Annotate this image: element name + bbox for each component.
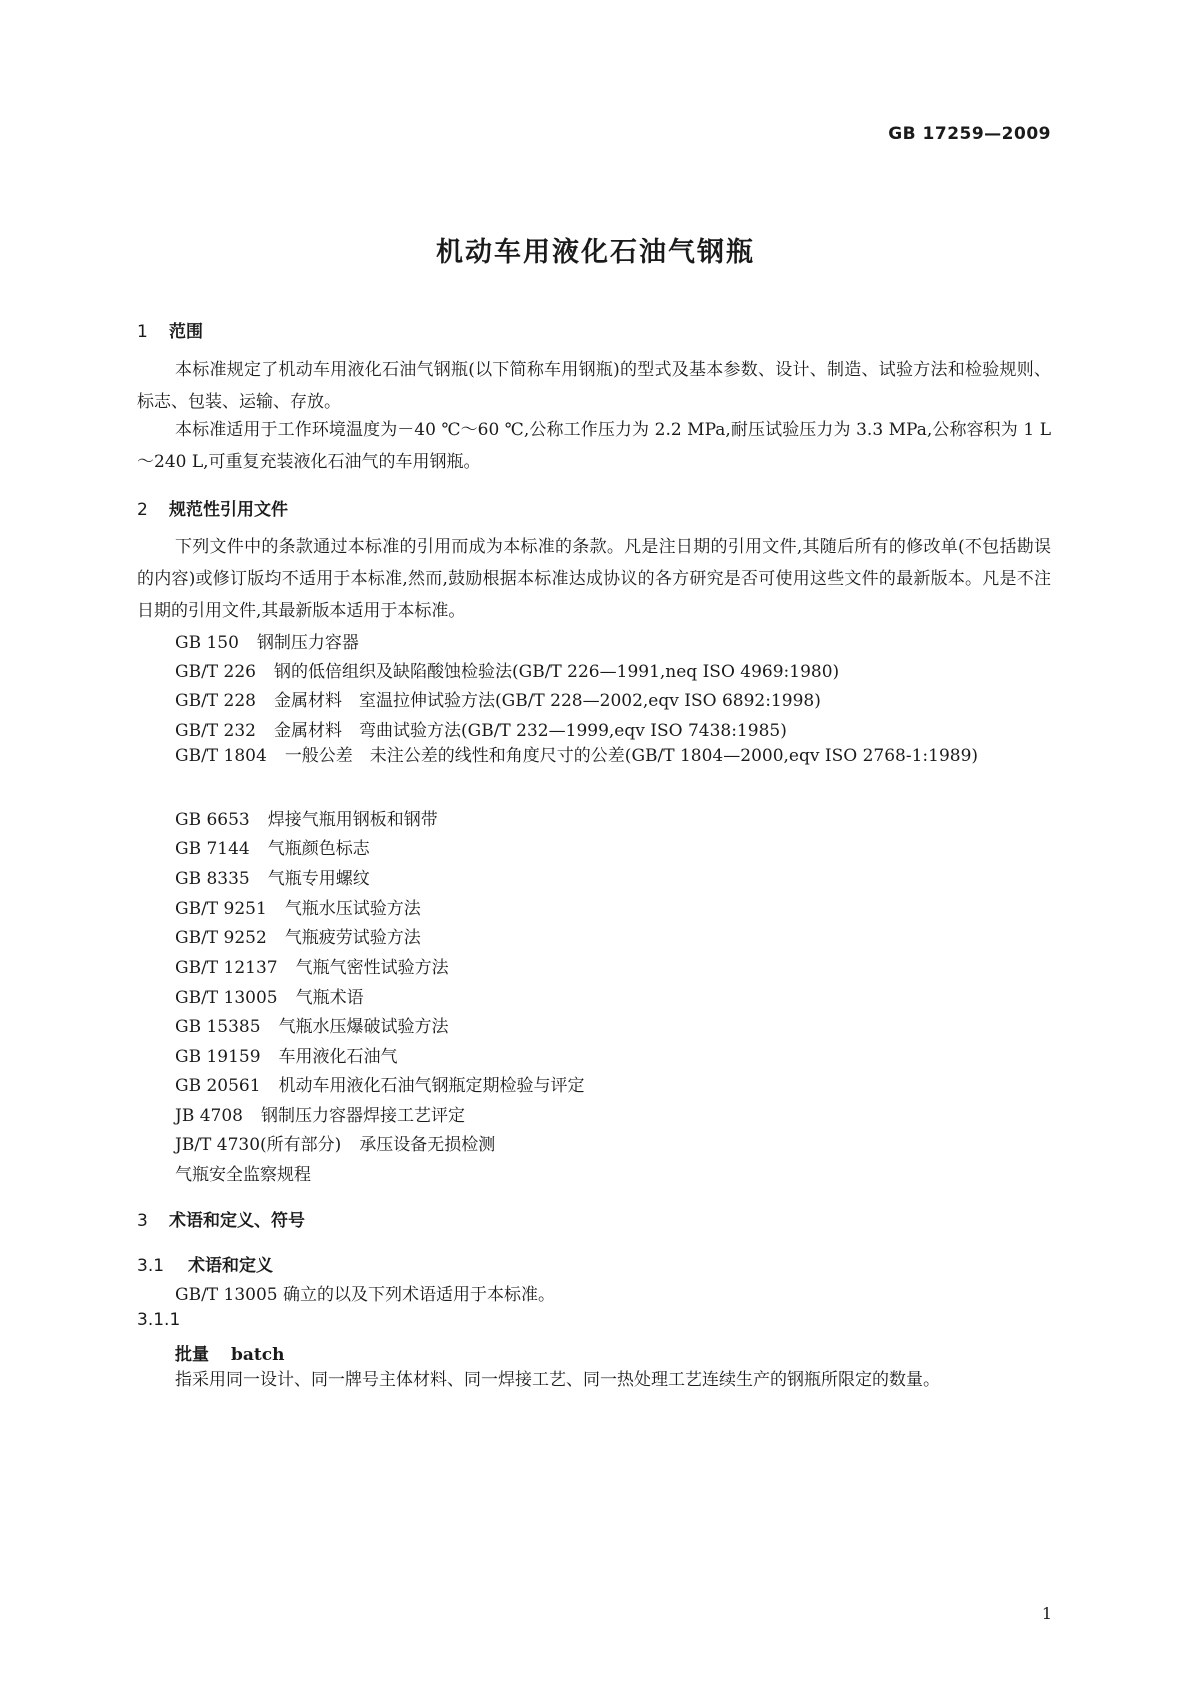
- reference-item: [175, 628, 1051, 653]
- reference-title: 一般公差 未注公差的线性和角度尺寸的公差(GB/T 1804—2000,eqv ISO 2768-1:1989): [284, 746, 979, 766]
- reference-code: GB 150: [175, 633, 239, 653]
- term-heading: [175, 1340, 284, 1365]
- section-1-heading: [137, 317, 203, 342]
- standard-code: GB 17259—2009: [888, 124, 1051, 144]
- reference-code: GB/T 9251: [175, 899, 267, 919]
- reference-title: 气瓶专用螺纹: [267, 869, 370, 889]
- section-title: 术语和定义、符号: [169, 1211, 305, 1231]
- reference-code: GB 7144: [175, 839, 250, 859]
- reference-code: GB/T 228: [175, 691, 256, 711]
- reference-item: [175, 1012, 1051, 1037]
- reference-item: [175, 716, 1051, 741]
- term-zh: 批量: [175, 1345, 209, 1365]
- reference-code: GB/T 12137: [175, 958, 278, 978]
- reference-code: JB/T 4730(所有部分): [175, 1135, 342, 1155]
- reference-item: [175, 953, 1051, 978]
- reference-title: 气瓶水压试验方法: [284, 899, 421, 919]
- reference-title: 机动车用液化石油气钢瓶定期检验与评定: [278, 1076, 585, 1096]
- reference-code: GB/T 1804: [175, 746, 267, 766]
- reference-item: [175, 805, 1051, 830]
- term-number: 3.1.1: [137, 1310, 181, 1330]
- reference-code: GB 6653: [175, 810, 250, 830]
- reference-item: [175, 1130, 1051, 1155]
- section-3-heading: [137, 1206, 305, 1231]
- reference-title: 车用液化石油气: [278, 1047, 398, 1067]
- reference-title: 承压设备无损检测: [359, 1135, 496, 1155]
- term-en: batch: [231, 1345, 285, 1365]
- reference-title: 气瓶安全监察规程: [175, 1165, 311, 1185]
- reference-title: 钢的低倍组织及缺陷酸蚀检验法(GB/T 226—1991,neq ISO 4969:1980): [274, 662, 840, 682]
- document-title: 机动车用液化石油气钢瓶: [436, 237, 755, 268]
- reference-item: [175, 923, 1051, 948]
- section-number: 3: [137, 1211, 148, 1231]
- reference-item: [175, 1042, 1051, 1067]
- reference-title: 气瓶术语: [295, 988, 364, 1008]
- reference-code: GB 20561: [175, 1076, 261, 1096]
- reference-title: 气瓶颜色标志: [267, 839, 370, 859]
- subsection-3-1-heading: [137, 1251, 273, 1276]
- subsection-title: 术语和定义: [188, 1256, 273, 1276]
- reference-title: 钢制压力容器: [256, 633, 359, 653]
- section-title: 范围: [169, 322, 203, 342]
- reference-title: 钢制压力容器焊接工艺评定: [260, 1106, 465, 1126]
- subsection-number: 3.1: [137, 1256, 165, 1276]
- reference-code: GB/T 9252: [175, 928, 267, 948]
- reference-code: JB 4708: [175, 1106, 243, 1126]
- reference-item: [175, 1101, 1051, 1126]
- reference-item: [175, 983, 1051, 1008]
- page-number: 1: [1041, 1604, 1052, 1623]
- reference-title: 金属材料 室温拉伸试验方法(GB/T 228—2002,eqv ISO 6892:1998): [274, 691, 821, 711]
- reference-item: [175, 864, 1051, 889]
- section-number: 2: [137, 500, 148, 520]
- term-definition: 指采用同一设计、同一牌号主体材料、同一焊接工艺、同一热处理工艺连续生产的钢瓶所限定的数量。: [175, 1370, 940, 1390]
- section-title: 规范性引用文件: [169, 500, 288, 520]
- reference-code: GB/T 232: [175, 721, 256, 741]
- reference-title: 焊接气瓶用钢板和钢带: [267, 810, 438, 830]
- reference-code: GB/T 13005: [175, 988, 278, 1008]
- reference-item: [137, 740, 1051, 772]
- section-2-heading: [137, 495, 288, 520]
- section-1-paragraph-1: 本标准规定了机动车用液化石油气钢瓶(以下简称车用钢瓶)的型式及基本参数、设计、制造、试验方法和检验规则、标志、包装、运输、存放。: [137, 360, 1051, 412]
- reference-code: GB 15385: [175, 1017, 261, 1037]
- reference-item: [175, 1160, 1051, 1185]
- reference-title: 气瓶水压爆破试验方法: [278, 1017, 449, 1037]
- reference-item: [175, 686, 1051, 711]
- reference-title: 气瓶气密性试验方法: [295, 958, 449, 978]
- reference-code: GB/T 226: [175, 662, 256, 682]
- section-2-intro: 下列文件中的条款通过本标准的引用而成为本标准的条款。凡是注日期的引用文件,其随后所有的修改单(不包括勘误的内容)或修订版均不适用于本标准,然而,鼓励根据本标准达成协议的各方研究是否可使用这些文件的最新版本。凡是不注日期的引用文件,其最新版本适用于本标准。: [137, 537, 1051, 621]
- reference-title: 金属材料 弯曲试验方法(GB/T 232—1999,eqv ISO 7438:1985): [274, 721, 787, 741]
- reference-item: [175, 657, 1051, 682]
- section-number: 1: [137, 322, 148, 342]
- reference-title: 气瓶疲劳试验方法: [284, 928, 421, 948]
- reference-item: [175, 1071, 1051, 1096]
- subsection-intro: GB/T 13005 确立的以及下列术语适用于本标准。: [175, 1285, 556, 1305]
- reference-code: GB 8335: [175, 869, 250, 889]
- reference-item: [175, 894, 1051, 919]
- reference-code: GB 19159: [175, 1047, 261, 1067]
- section-1-paragraph-2: 本标准适用于工作环境温度为－40 ℃～60 ℃,公称工作压力为 2.2 MPa,耐压试验压力为 3.3 MPa,公称容积为 1 L～240 L,可重复充装液化石油气的车用钢瓶。: [137, 420, 1051, 472]
- reference-item: [175, 834, 1051, 859]
